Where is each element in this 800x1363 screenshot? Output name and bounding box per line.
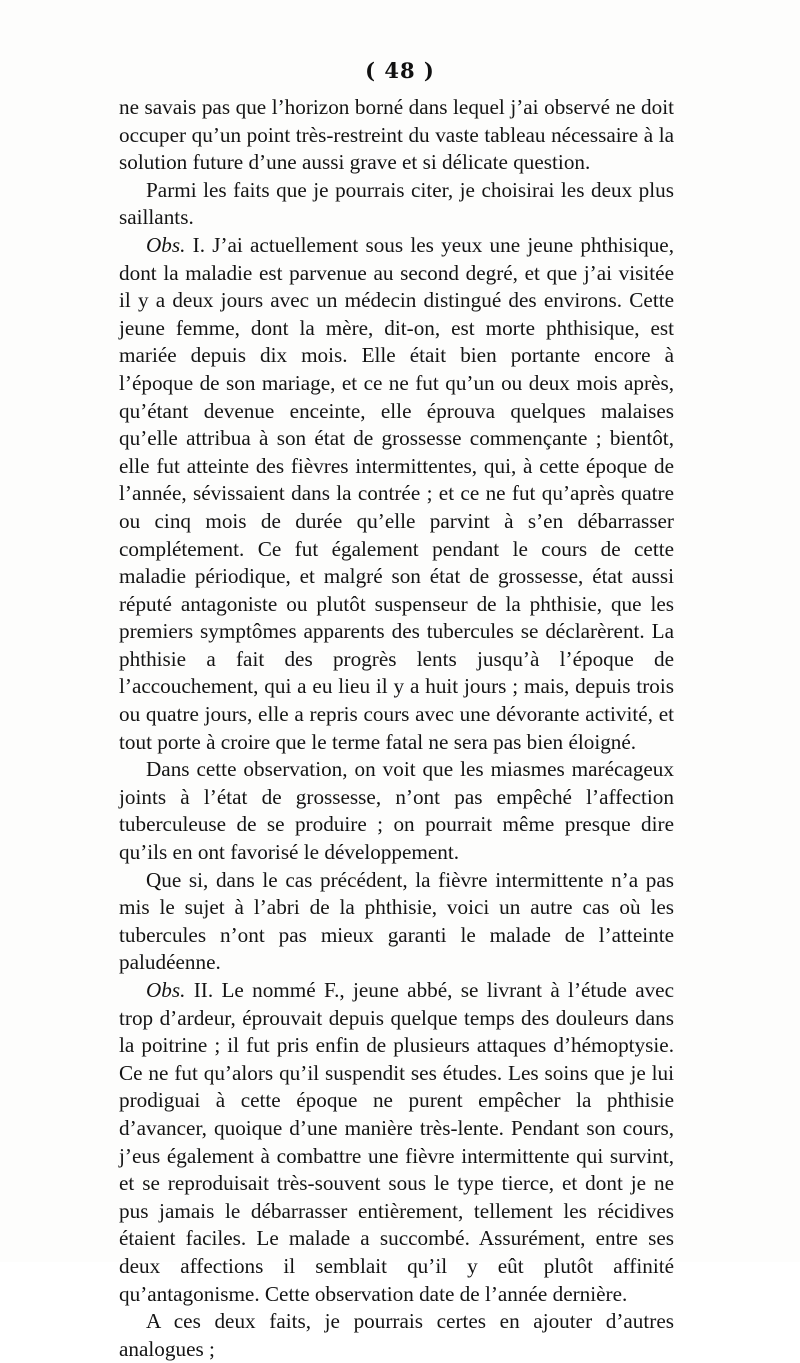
body-text xyxy=(119,94,674,1363)
paragraph-continuation: ne savais pas que l’horizon borné dans lequel j’ai observé ne doit occuper qu’un point très-restreint du vaste tableau nécessaire à la solution future d’une aussi grave et si délicate question. xyxy=(119,95,674,175)
observation-label: Obs. xyxy=(146,232,186,257)
paragraph-commentary-1: Dans cette observation, on voit que les miasmes marécageux joints à l’état de grossesse, n’ont pas empêché l’affection tuberculeuse de se produire ; on pourrait même presque dire qu’ils en ont favorisé le développement. xyxy=(119,757,674,865)
paragraph-observation-2 xyxy=(119,977,674,1308)
paragraph-transition: Que si, dans le cas précédent, la fièvre intermittente n’a pas mis le sujet à l’abri de la phthisie, voici un autre cas où les tubercules n’ont pas mieux garanti le malade de l’atteinte paludéenne. xyxy=(119,867,674,975)
observation-2-text: II. Le nommé F., jeune abbé, se livrant à l’étude avec trop d’ardeur, éprouvait depuis quelque temps des douleurs dans la poitrine ; il fut pris enfin de plusieurs attaques d’hémoptysie. Ce ne fut qu’alors qu’il suspendit ses études. Les soins que je lui prodiguai à cette époque ne purent empêcher la phthisie d’avancer, quoique d’une manière très-lente. Pendant son cours, j’eus également à combattre une fièvre intermittente qui survint, et se reproduisait très-souvent sous le type tierce, et dont je ne pus jamais le débarrasser entièrement, tellement les récidives étaient faciles. Le malade a succombé. Assurément, entre ses deux affections il semblait qu’il y eût plutôt affinité qu’antagonisme. Cette observation date de l’année dernière. xyxy=(119,978,674,1306)
paragraph-observation-1 xyxy=(119,232,674,756)
observation-1-text: I. J’ai actuellement sous les yeux une jeune phthisique, dont la maladie est parvenue au second degré, et que j’ai visitée il y a deux jours avec un médecin distingué des environs. Cette jeune femme, dont la mère, dit-on, est morte phthisique, est mariée depuis dix mois. Elle était bien portante encore à l’époque de son mariage, et ce ne fut qu’un ou deux mois après, qu’étant devenue enceinte, elle éprouva quelques malaises qu’elle attribua à son état de grossesse commençante ; bientôt, elle fut atteinte des fièvres intermittentes, qui, à cette époque de l’année, sévissaient dans la contrée ; et ce ne fut qu’après quatre ou cinq mois de durée qu’elle parvint à s’en débarrasser complétement. Ce fut également pendant le cours de cette maladie périodique, et malgré son état de grossesse, état aussi réputé antagoniste ou plutôt suspenseur de la phthisie, que les premiers symptômes apparents des tubercules se déclarèrent. La phthisie a fait des progrès lents jusqu’à l’époque de l’accouchement, qui a eu lieu il y a huit jours ; mais, depuis trois ou quatre jours, elle a repris cours avec une dévorante activité, et tout porte à croire que le terme fatal ne sera pas bien éloigné. xyxy=(119,232,674,754)
observation-label: Obs. xyxy=(146,978,186,1002)
page-number: ( 48 ) xyxy=(365,58,435,83)
paragraph-closing: A ces deux faits, je pourrais certes en ajouter d’autres analogues ; xyxy=(119,1309,674,1361)
paragraph-intro-facts: Parmi les faits que je pourrais citer, je choisirai les deux plus saillants. xyxy=(119,177,674,230)
